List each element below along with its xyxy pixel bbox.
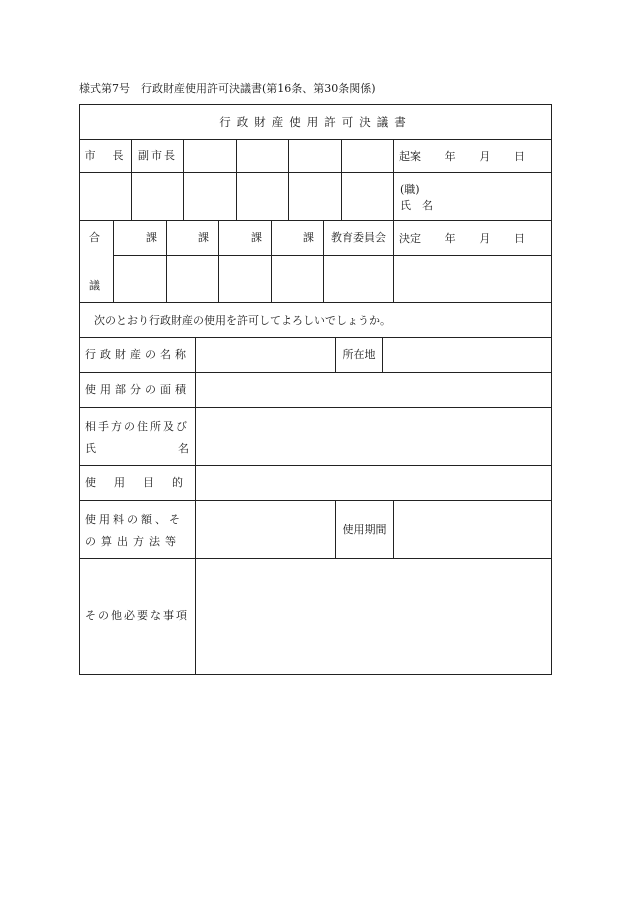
other-label: その他必要な事項 xyxy=(85,609,189,622)
rule-v-label-column xyxy=(195,337,196,675)
decided-day-label: 日 xyxy=(513,231,525,245)
fee-label-line2: の算出方法等 xyxy=(85,535,181,548)
rule-v-approval-right xyxy=(393,139,394,220)
deputy-mayor-label: 副市長 xyxy=(138,149,177,162)
rule-consult-bottom xyxy=(79,302,552,303)
area-label: 使用部分の面積 xyxy=(85,383,190,396)
period-label: 使用期間 xyxy=(342,522,387,536)
section1-label: 課 xyxy=(146,231,157,244)
counterparty-name-char1: 氏 xyxy=(85,441,96,455)
decided-year-label: 年 xyxy=(444,231,456,245)
property-name-label: 行政財産の名称 xyxy=(85,348,190,361)
request-sentence: 次のとおり行政財産の使用を許可してよろしいでしょうか。 xyxy=(94,314,391,327)
counterparty-name-char2: 名 xyxy=(178,441,189,455)
drafted-day-label: 日 xyxy=(513,149,525,163)
consultation-label-top: 合 xyxy=(89,231,100,244)
position-label: (職) xyxy=(400,183,420,196)
drafted-label: 起案 xyxy=(399,149,421,163)
section2-label: 課 xyxy=(198,231,209,244)
section4-label: 課 xyxy=(303,231,314,244)
location-label: 所在地 xyxy=(342,348,376,361)
rule-purpose-bottom xyxy=(79,500,552,501)
fee-label-line1: 使用料の額、そ xyxy=(85,513,183,526)
rule-v-period-right xyxy=(393,500,394,558)
purpose-label: 使用目的 xyxy=(85,476,201,489)
rule-v-seal5 xyxy=(341,139,342,220)
rule-v-seal3 xyxy=(236,139,237,220)
rule-v-section3 xyxy=(271,220,272,302)
decided-month-label: 月 xyxy=(479,231,491,245)
decided-date-line xyxy=(399,220,525,255)
rule-area-bottom xyxy=(79,407,552,408)
decided-label: 決定 xyxy=(399,231,421,245)
rule-v-board xyxy=(393,220,394,302)
consultation-label-bottom: 議 xyxy=(89,279,100,292)
rule-v-deputy xyxy=(183,139,184,220)
rule-name-bottom xyxy=(79,372,552,373)
rule-counterparty-bottom xyxy=(79,465,552,466)
counterparty-label-line2 xyxy=(85,441,189,454)
rule-approval-row1 xyxy=(79,172,552,173)
rule-v-section2 xyxy=(218,220,219,302)
drafted-month-label: 月 xyxy=(479,149,491,163)
counterparty-label-line1: 相手方の住所及び xyxy=(85,420,189,433)
mayor-label: 市 長 xyxy=(84,149,127,162)
form-caption: 様式第7号 行政財産使用許可決議書(第16条、第30条関係) xyxy=(79,82,376,95)
form-title: 行政財産使用許可決議書 xyxy=(219,114,412,129)
drafter-name-label: 氏 名 xyxy=(400,199,433,212)
section3-label: 課 xyxy=(251,231,262,244)
rule-consult-header xyxy=(113,255,552,256)
drafted-date-line xyxy=(399,139,525,172)
rule-fee-bottom xyxy=(79,558,552,559)
rule-v-location-right xyxy=(382,337,383,372)
rule-v-section1 xyxy=(166,220,167,302)
rule-v-consult xyxy=(113,220,114,302)
rule-v-seal4 xyxy=(288,139,289,220)
education-board-label: 教育委員会 xyxy=(331,231,386,244)
rule-request-bottom xyxy=(79,337,552,338)
drafted-year-label: 年 xyxy=(444,149,456,163)
